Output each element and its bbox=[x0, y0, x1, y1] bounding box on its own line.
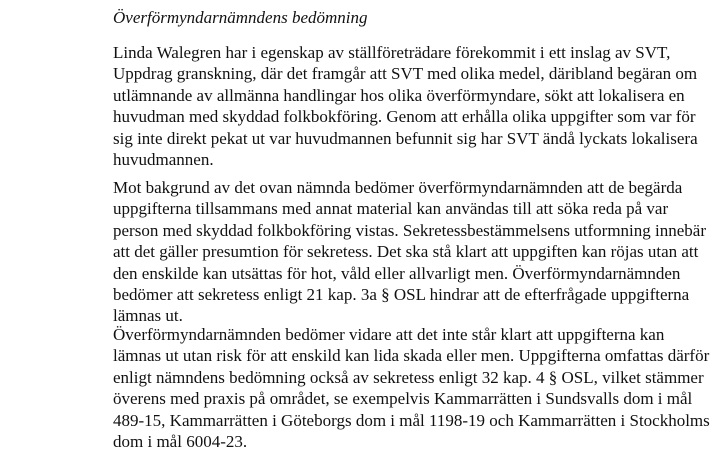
paragraph-line: bedömer att sekretess enligt 21 kap. 3a § OSL hindrar att de efterfrågade uppgifterna bbox=[113, 285, 690, 305]
paragraph-line: överens med praxis på området, se exempelvis Kammarrätten i Sundsvalls dom i mål bbox=[113, 389, 693, 409]
paragraph-line: Linda Walegren har i egenskap av ställföreträdare förekommit i ett inslag av SVT, bbox=[113, 43, 671, 62]
paragraph-line: dom i mål 6004-23. bbox=[113, 432, 248, 452]
paragraph-1 bbox=[113, 42, 698, 170]
section-heading: Överförmyndarnämndens bedömning bbox=[113, 8, 368, 27]
paragraph-line: uppgifterna tillsammans med annat material kan användas till att söka reda på var bbox=[113, 199, 669, 219]
paragraph-line: att det gäller presumtion för sekretess. Det ska stå klart att uppgiften kan röjas utan att bbox=[113, 242, 699, 262]
paragraph-line: sig inte direkt pekat ut var huvudmannen befunnit sig har SVT ändå lyckats lokalisera bbox=[113, 128, 698, 148]
paragraph-line: Mot bakgrund av det ovan nämnda bedömer överförmyndarnämnden att de begärda bbox=[113, 178, 683, 197]
paragraph-2 bbox=[113, 177, 706, 327]
paragraph-line: huvudmannen. bbox=[113, 150, 214, 170]
paragraph-line: lämnas ut. bbox=[113, 306, 183, 326]
paragraph-line: Överförmyndarnämnden bedömer vidare att det inte står klart att uppgifterna kan bbox=[113, 325, 665, 344]
paragraph-line: 489-15, Kammarrätten i Göteborgs dom i mål 1198-19 och Kammarrätten i Stockholms bbox=[113, 410, 710, 430]
paragraph-line: utlämnande av allmänna handlingar hos olika överförmyndare, sökt att lokalisera en bbox=[113, 85, 685, 105]
paragraph-3 bbox=[113, 324, 710, 452]
paragraph-line: huvudman med skyddad folkbokföring. Genom att erhålla olika uppgifter som var för bbox=[113, 107, 696, 127]
paragraph-line: lämnas ut utan risk för att enskild kan lida skada eller men. Uppgifterna omfattas därför bbox=[113, 346, 710, 366]
paragraph-line: den enskilde kan utsättas för hot, våld eller allvarligt men. Överförmyndarnämnden bbox=[113, 263, 681, 283]
paragraph-line: person med skyddad folkbokföring vistas. Sekretessbestämmelsens utformning innebär bbox=[113, 220, 706, 240]
paragraph-line: enligt nämndens bedömning också av sekretess enligt 32 kap. 4 § OSL, vilket stämmer bbox=[113, 367, 704, 387]
paragraph-line: Uppdrag granskning, där det framgår att SVT med olika medel, däribland begäran om bbox=[113, 64, 698, 84]
